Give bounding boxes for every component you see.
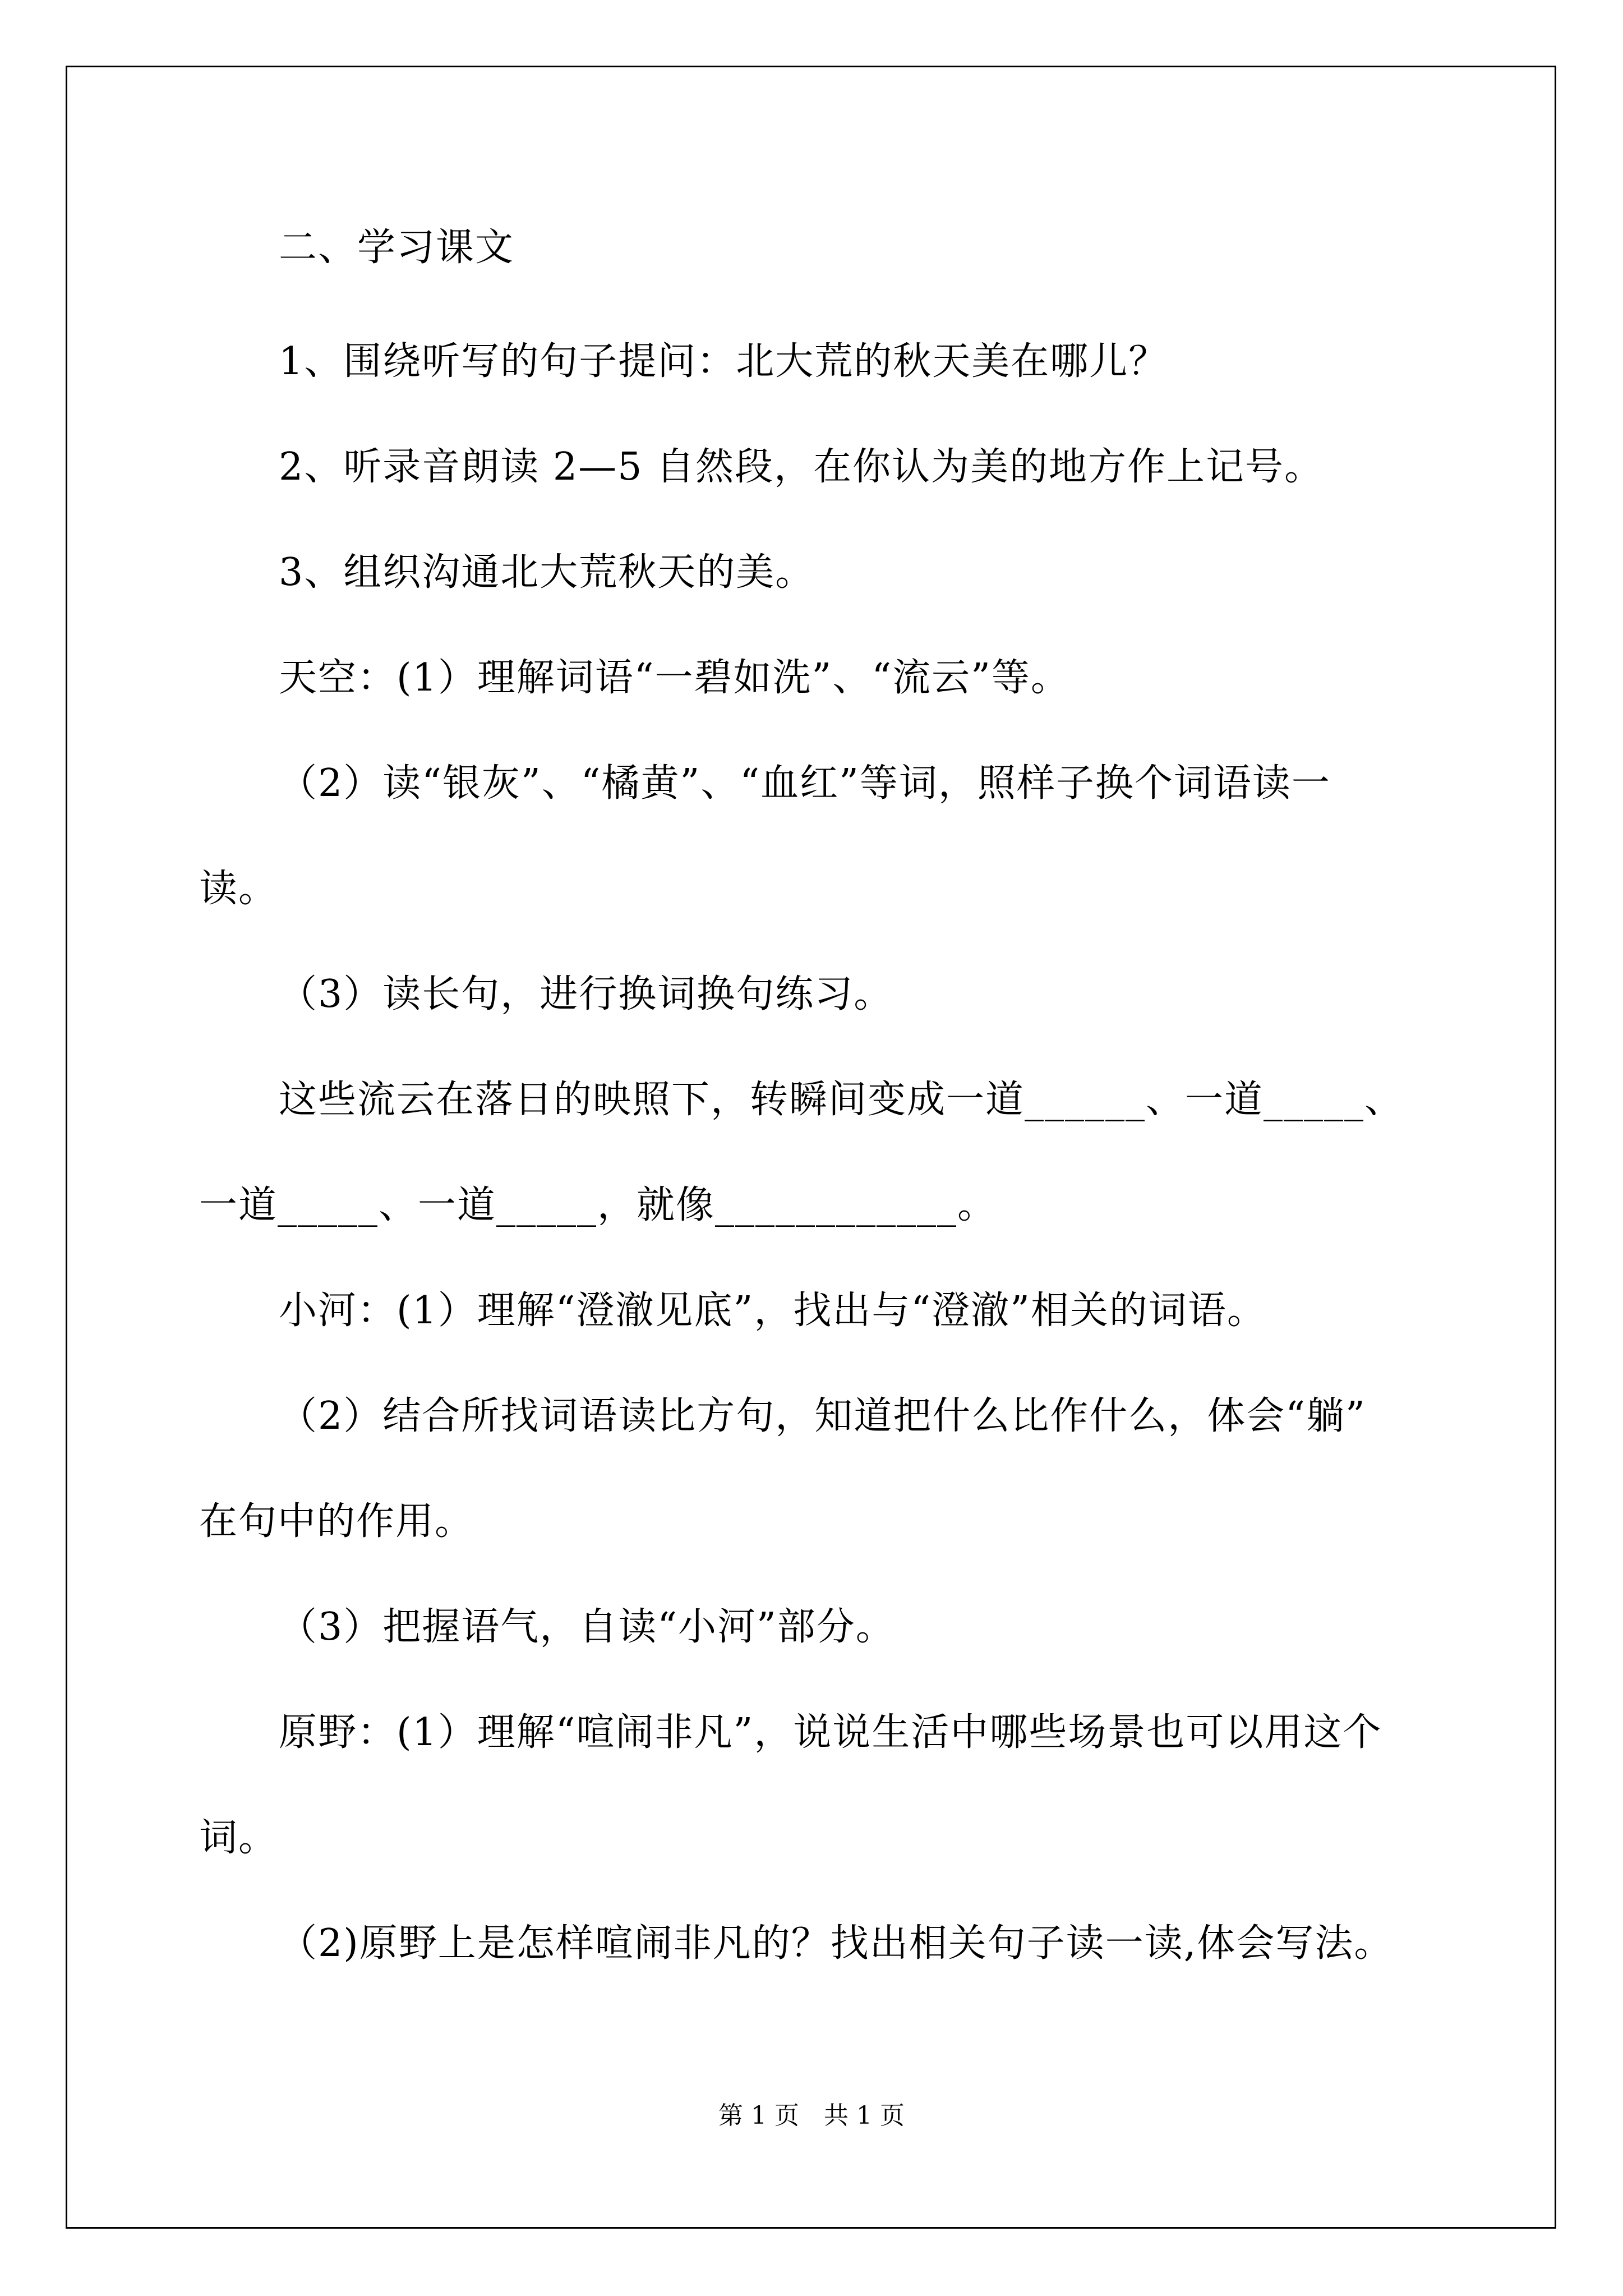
paragraph-line: 原野：(1）理解“喧闹非凡”，说说生活中哪些场景也可以用这个 <box>279 1710 1382 1755</box>
paragraph-line: 1、围绕听写的句子提问：北大荒的秋天美在哪儿？ <box>279 339 1168 384</box>
paragraph-line: （2)原野上是怎样喧闹非凡的？找出相关句子读一读,体会写法。 <box>279 1921 1394 1966</box>
paragraph-line: 小河：(1）理解“澄澈见底”，找出与“澄澈”相关的词语。 <box>279 1289 1266 1333</box>
page-total: 共 1 页 <box>824 2101 905 2130</box>
page-border <box>66 66 1556 2229</box>
paragraph-line: 3、组织沟通北大荒秋天的美。 <box>279 550 815 595</box>
paragraph-line-continued: 在句中的作用。 <box>199 1499 474 1544</box>
paragraph-line-continued: 读。 <box>199 867 278 911</box>
page-number: 第 1 页 <box>718 2101 799 2130</box>
section-heading: 二、学习课文 <box>279 226 515 270</box>
paragraph-line: （3）读长句，进行换词换句练习。 <box>279 972 893 1016</box>
paragraph-line-continued: 词。 <box>199 1816 278 1860</box>
paragraph-line-continued: 一道_____、一道_____，就像____________。 <box>199 1183 997 1227</box>
paragraph-line: （2）读“银灰”、“橘黄”、“血红”等词，照样子换个词语读一 <box>279 761 1331 806</box>
paragraph-line: 2、听录音朗读 2—5 自然段，在你认为美的地方作上记号。 <box>279 445 1324 489</box>
paragraph-line: （2）结合所找词语读比方句，知道把什么比作什么，体会“躺” <box>279 1394 1366 1438</box>
page-footer <box>0 2099 1623 2133</box>
paragraph-line: 这些流云在落日的映照下，转瞬间变成一道______、一道_____、 <box>279 1078 1404 1122</box>
paragraph-line: 天空：(1）理解词语“一碧如洗”、“流云”等。 <box>279 656 1070 700</box>
paragraph-line: （3）把握语气，自读“小河”部分。 <box>279 1605 895 1649</box>
